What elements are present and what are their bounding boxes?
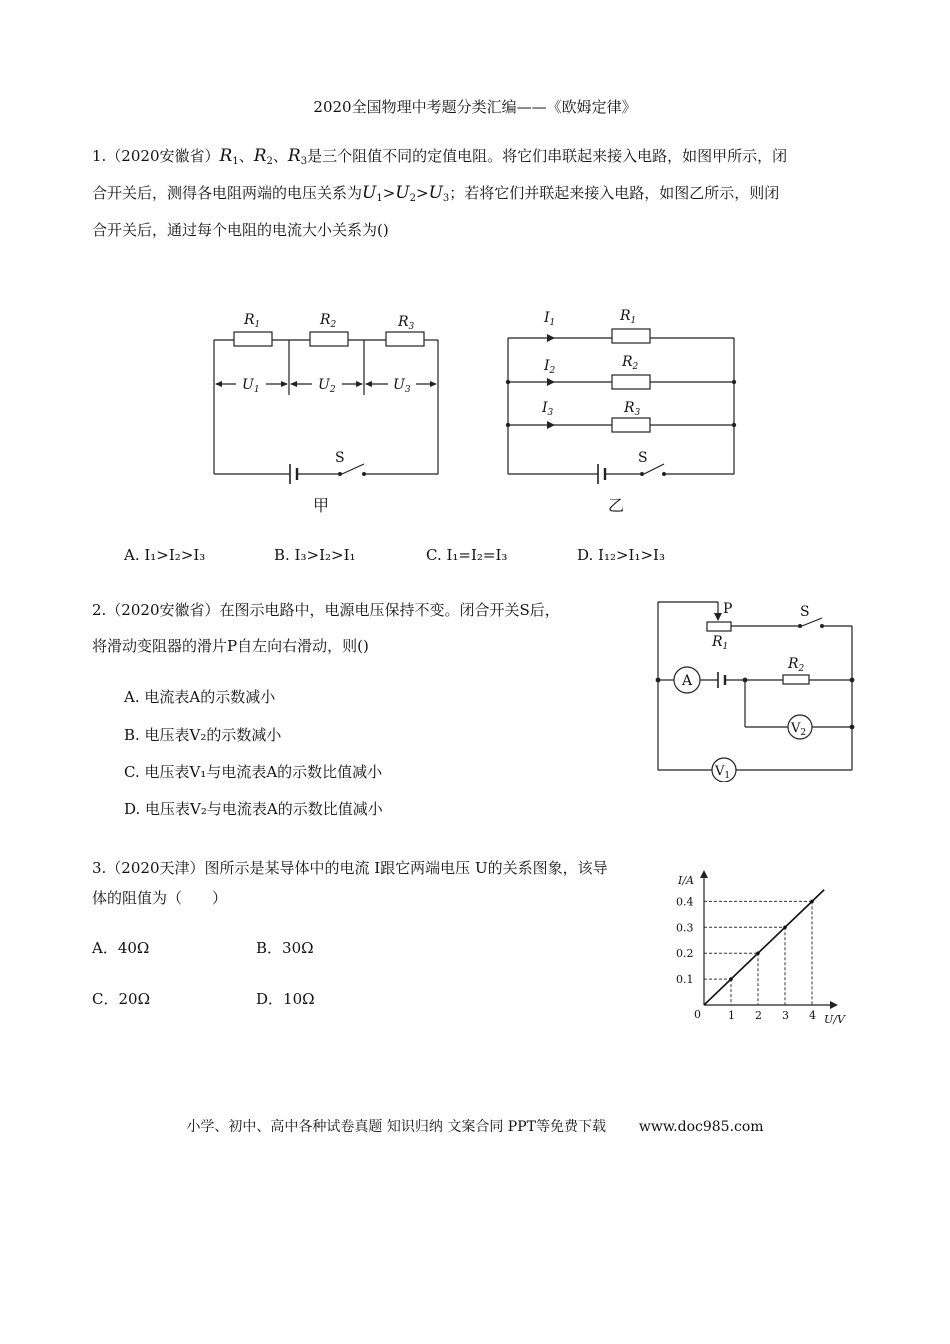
q1-option-b[interactable]: B. I₃>I₂>I₁: [274, 546, 356, 564]
svg-text:I1: $I_1$: [544, 310, 556, 328]
resistor-r2: [310, 332, 348, 346]
series-circuit-diagram: [200, 300, 460, 525]
resistor-r3-parallel: [612, 418, 650, 432]
svg-text:I3: $I_3$: [542, 400, 554, 418]
svg-text:R2: $R_2$: [622, 354, 639, 372]
q1-option-c[interactable]: C. I₁=I₂=I₃: [426, 546, 508, 564]
q2-option-c[interactable]: C. 电压表V₁与电流表A的示数比值减小: [124, 763, 383, 781]
footer: [0, 1116, 950, 1136]
parallel-circuit-diagram: [498, 300, 748, 525]
q3-option-c[interactable]: C．20Ω: [92, 990, 151, 1008]
rheostat-circuit-diagram: [650, 596, 862, 782]
svg-text:U1: $U_1$: [242, 377, 260, 395]
q3-line1: 3.（2020天津）图所示是某导体中的电流 I跟它两端电压 U的关系图象，该导: [92, 859, 608, 877]
y-tick-label: 0.2: [676, 947, 694, 961]
resistor-r1-parallel: [612, 329, 650, 343]
svg-text:R3: $R_3$: [624, 400, 641, 418]
svg-text:R1: $R_1$: [620, 308, 637, 326]
q3-option-a[interactable]: A．40Ω: [92, 939, 150, 957]
y-tick-label: 0.1: [676, 973, 694, 987]
svg-text:R2: $R_2$: [320, 312, 337, 330]
figure-label-jia: 甲: [313, 496, 330, 515]
svg-text:R1: $R_1$: [712, 634, 729, 652]
footer-url[interactable]: www.doc985.com: [638, 1119, 764, 1135]
x-tick-label: 4: [809, 1009, 816, 1022]
q1-line2: 合开关后，测得各电阻两端的电压关系为$U_1>U_2>U_3$；若将它们并联起来接入电路，如图乙所示，则闭: [92, 183, 780, 204]
q2-line1: 2.（2020安徽省）在图示电路中，电源电压保持不变。闭合开关S后，: [92, 601, 560, 619]
q2-line2: 将滑动变阻器的滑片P自左向右滑动，则(): [92, 637, 369, 655]
data-point-1: [729, 977, 733, 981]
svg-text:U2: $U_2$: [318, 377, 336, 395]
q1-source: 1.（2020安徽省）: [92, 147, 220, 165]
svg-text:R3: $R_3$: [398, 314, 415, 332]
q3-option-d[interactable]: D．10Ω: [256, 990, 315, 1008]
rheostat-r1: [707, 622, 731, 631]
y-tick-label: 0.3: [676, 921, 694, 935]
switch-label: S: [335, 450, 345, 466]
data-point-2: [756, 951, 760, 955]
resistor-r1: [234, 332, 272, 346]
resistor-r3: [386, 332, 424, 346]
svg-text:U3: $U_3$: [393, 377, 411, 395]
x-axis-label: U/V: [824, 1013, 845, 1026]
x-tick-label: 3: [782, 1009, 789, 1022]
data-point-4: [810, 900, 814, 904]
resistor-r2-rheostat: [783, 675, 809, 684]
svg-text:V2: $V_2$: [791, 721, 807, 738]
page-title: 2020全国物理中考题分类汇编——《欧姆定律》: [313, 98, 637, 116]
q1-option-d[interactable]: D. I₁₂>I₁>I₃: [577, 546, 665, 564]
slider-p-label: P: [723, 601, 733, 617]
figure-label-yi: 乙: [608, 496, 625, 515]
resistor-r2-parallel: [612, 375, 650, 389]
origin-label: 0: [694, 1008, 701, 1021]
y-axis-label: I/A: [678, 874, 694, 887]
footer-text: 小学、初中、高中各种试卷真题 知识归纳 文案合同 PPT等免费下载: [186, 1119, 606, 1135]
ammeter-label: A: [682, 673, 693, 689]
q3-line2: 体的阻值为（ ）: [92, 889, 228, 907]
data-point-3: [783, 926, 787, 930]
q2-option-a[interactable]: A. 电流表A的示数减小: [124, 688, 276, 706]
iu-graph: [670, 864, 860, 1030]
q1-option-a[interactable]: A. I₁>I₂>I₃: [124, 546, 206, 564]
svg-text:R1: $R_1$: [244, 312, 261, 330]
q2-option-b[interactable]: B. 电压表V₂的示数减小: [124, 726, 282, 744]
svg-text:R2: $R_2$: [788, 656, 805, 674]
q3-option-b[interactable]: B．30Ω: [256, 939, 314, 957]
switch-label-parallel: S: [638, 450, 648, 466]
x-tick-label: 1: [728, 1009, 735, 1022]
series-line: [704, 890, 824, 1005]
svg-text:V1: $V_1$: [715, 764, 731, 781]
q1-line1: 1.（2020安徽省）$R_1$、$R_2$、$R_3$是三个阻值不同的定值电阻。将它们串联起来接入电路，如图甲所示，闭: [92, 146, 788, 167]
q2-option-d[interactable]: D. 电压表V₂与电流表A的示数比值减小: [124, 800, 383, 818]
x-tick-label: 2: [755, 1009, 762, 1022]
y-tick-label: 0.4: [676, 895, 694, 909]
switch-label-q2: S: [800, 604, 810, 620]
svg-text:I2: $I_2$: [544, 358, 556, 376]
q1-line3: 合开关后，通过每个电阻的电流大小关系为(): [92, 221, 389, 239]
